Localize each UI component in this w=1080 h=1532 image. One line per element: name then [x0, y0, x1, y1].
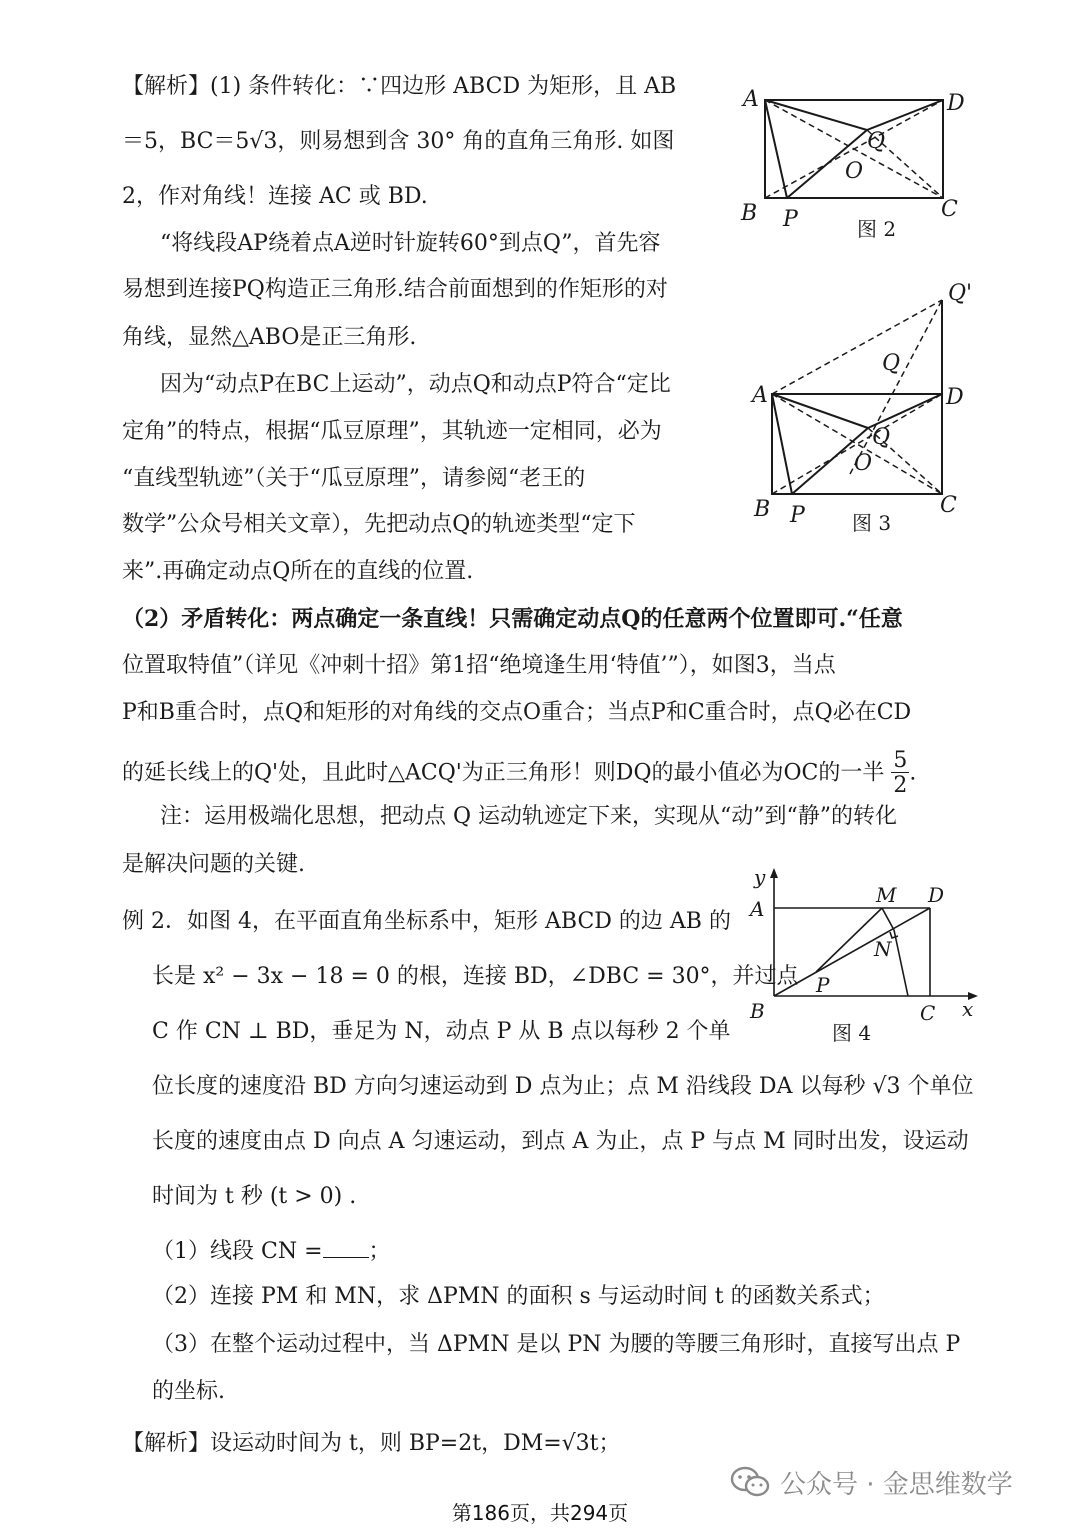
analysis1-line9: “直线型轨迹”（关于“瓜豆原理”，请参阅“老王的	[122, 466, 586, 491]
fig2-label-C: C	[941, 197, 958, 222]
watermark-text: 公众号 · 金思维数学	[780, 1469, 1013, 1500]
analysis1-line11: 来”.再确定动点Q所在的直线的位置.	[122, 559, 474, 584]
question1-text: （1）线段 CN =	[152, 1239, 323, 1264]
analysis1-line5: 易想到连接PQ构造正三角形.结合前面想到的作矩形的对	[122, 277, 668, 302]
analysis1-line6: 角线，显然△ABO是正三角形.	[122, 325, 417, 350]
question1-end: ；	[368, 1239, 391, 1264]
fig3-label-P: P	[790, 503, 805, 528]
fig3-label-Q-mid: Q	[882, 351, 901, 376]
example2-line5: 长度的速度由点 D 向点 A 匀速运动，到点 A 为止，点 P 与点 M 同时出发，设运动	[152, 1129, 969, 1154]
fig3-label-Qprime: Q'	[948, 281, 973, 306]
fig2-label-O: O	[845, 159, 864, 184]
fig3-segment-QD	[868, 394, 942, 428]
fig3-rectangle	[772, 394, 942, 494]
fig4-label-P: P	[816, 973, 830, 997]
example2-line4: 位长度的速度沿 BD 方向匀速运动到 D 点为止；点 M 沿线段 DA 以每秒 √3 个单位	[152, 1074, 974, 1099]
analysis2-line1-text: （2）矛盾转化：两点确定一条直线！只需确定动点Q的任意两个位置即可.“任意	[122, 606, 903, 632]
analysis2-line2: 位置取特值”（详见《冲刺十招》第1招“绝境逢生用‘特值’”），如图3，当点	[122, 653, 836, 678]
fig2-segment-QD	[867, 100, 943, 130]
wechat-icon	[730, 1466, 770, 1498]
fig2-label-B: B	[741, 201, 758, 226]
fig3-segment-AQ	[772, 394, 868, 428]
example2-line6: 时间为 t 秒 (t > 0) .	[152, 1184, 357, 1209]
fig4-label-y: y	[754, 865, 766, 889]
analysis1-line10: 数学”公众号相关文章），先把动点Q的轨迹类型“定下	[122, 512, 636, 537]
fig4-segment-CN	[894, 930, 908, 996]
analysis1-line1: 【解析】(1) 条件转化：∵四边形 ABCD 为矩形，且 AB	[122, 74, 677, 99]
analysis2-line3: P和B重合时，点Q和矩形的对角线的交点O重合；当点P和C重合时，点Q必在CD	[122, 700, 912, 725]
analysis2-line1	[122, 602, 903, 637]
fig4-diagonal-BD	[774, 908, 930, 996]
fig2-caption: 图 2	[857, 217, 897, 241]
fig4-label-C: C	[920, 1001, 936, 1025]
fig3-segment-AP	[772, 394, 792, 494]
analysis2-line4	[122, 750, 916, 797]
figure-3	[740, 278, 980, 540]
fig2-label-A: A	[743, 87, 759, 112]
example2-question3-line1: （3）在整个运动过程中，当 ΔPMN 是以 PN 为腰的等腰三角形时，直接写出点 P	[152, 1332, 961, 1357]
fig4-label-N: N	[874, 937, 892, 961]
figure-4	[740, 862, 980, 1052]
answer-blank	[323, 1239, 369, 1258]
fig3-label-B: B	[754, 497, 771, 522]
fig4-label-M: M	[876, 883, 897, 907]
note-line2: 是解决问题的关键.	[122, 852, 305, 877]
fig3-caption: 图 3	[852, 511, 892, 535]
fig4-segment-MN	[882, 908, 894, 930]
fig3-label-Q: Q	[872, 425, 891, 450]
page-footer: 第186页，共294页	[451, 1501, 629, 1525]
analysis1-line7: 因为“动点P在BC上运动”，动点Q和动点P符合“定比	[160, 372, 671, 397]
fig4-label-x: x	[962, 997, 974, 1021]
analysis3-line: 【解析】设运动时间为 t，则 BP=2t，DM=√3t；	[122, 1431, 621, 1456]
fig2-segment-AQ	[765, 100, 867, 130]
fig4-caption: 图 4	[832, 1021, 872, 1045]
fig2-label-D: D	[947, 91, 965, 116]
fig3-label-C: C	[940, 493, 957, 518]
half-fraction	[891, 750, 909, 797]
analysis1-line3: 2，作对角线！连接 AC 或 BD.	[122, 184, 428, 209]
fig2-segment-AP	[765, 100, 787, 198]
fig3-diagonal-AC	[772, 394, 942, 494]
fig3-label-O: O	[854, 451, 873, 476]
analysis2-line4-text: 的延长线上的Q'处，且此时△ACQ'为正三角形！则DQ的最小值必为OC的一半	[122, 760, 885, 786]
example2-line3: C 作 CN ⊥ BD，垂足为 N，动点 P 从 B 点以每秒 2 个单	[152, 1019, 731, 1044]
example2-question2: （2）连接 PM 和 MN，求 ΔPMN 的面积 s 与运动时间 t 的函数关系式；	[152, 1284, 885, 1309]
fig4-label-B: B	[750, 999, 765, 1023]
example2-question1	[152, 1235, 391, 1269]
fig4-label-A: A	[750, 897, 765, 921]
example2-line1: 例 2．如图 4，在平面直角坐标系中，矩形 ABCD 的边 AB 的	[122, 909, 731, 934]
fig3-label-D: D	[946, 385, 964, 410]
fig3-label-A: A	[752, 383, 768, 408]
analysis1-line4: “将线段AP绕着点A逆时针旋转60°到点Q”，首先容	[160, 231, 661, 256]
fig3-diagonal-BD	[772, 394, 942, 494]
analysis1-line8: 定角”的特点，根据“瓜豆原理”，其轨迹一定相同，必为	[122, 419, 662, 444]
fig4-label-D: D	[928, 883, 945, 907]
figure-2	[735, 80, 975, 250]
example2-question3-line2: 的坐标.	[152, 1379, 225, 1404]
fig2-label-Q: Q	[867, 129, 886, 154]
fig4-y-arrow	[770, 868, 778, 878]
example2-line2: 长是 x² − 3x − 18 = 0 的根，连接 BD，∠DBC = 30°，并过点	[152, 964, 799, 989]
analysis2-line4-end: .	[909, 760, 917, 786]
analysis1-line2: ＝5，BC＝5√3，则易想到含 30° 角的直角三角形. 如图	[122, 129, 675, 154]
fig2-label-P: P	[783, 207, 798, 232]
fraction-denominator: 2	[893, 773, 908, 798]
watermark	[730, 1462, 1013, 1502]
fraction-numerator: 5	[893, 748, 908, 773]
note-line1: 注：运用极端化思想，把动点 Q 运动轨迹定下来，实现从“动”到“静”的转化	[160, 804, 898, 829]
